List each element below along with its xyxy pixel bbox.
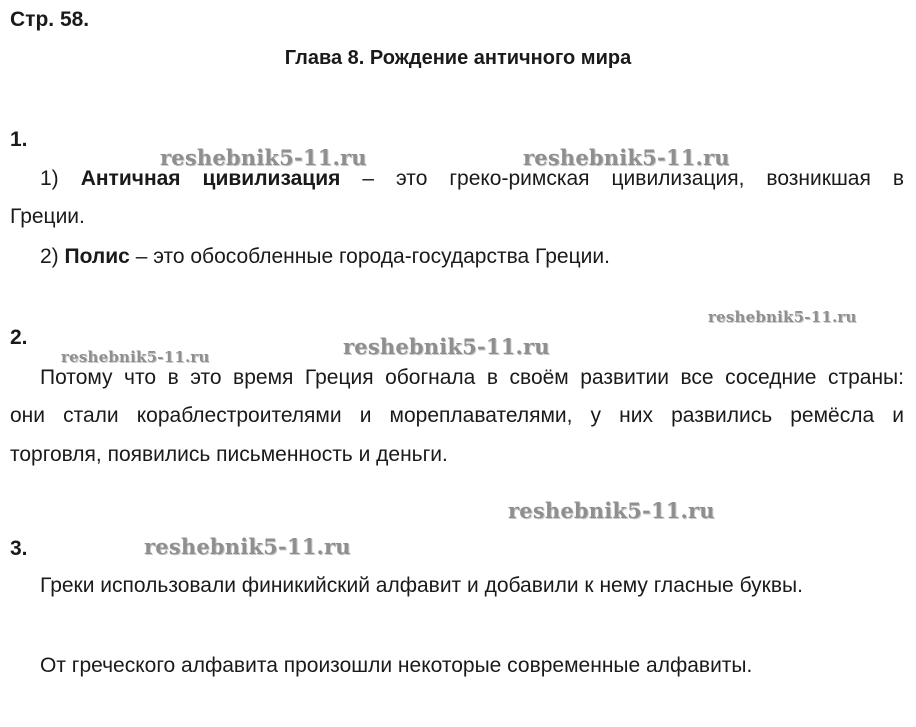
watermark: reshebnik5-11.ru	[523, 145, 730, 170]
q2-line2: они стали кораблестроителями и мореплавателями, у них развились ремёсла и	[10, 404, 904, 427]
q1-item2	[40, 238, 610, 276]
q1-item1-line1	[40, 160, 904, 198]
q1-item1-index: 1)	[40, 167, 59, 190]
question-number-2: 2.	[10, 326, 28, 349]
watermark: reshebnik5-11.ru	[343, 334, 550, 359]
question-number-1: 1.	[10, 128, 28, 151]
q2-line1: Потому что в это время Греция обогнала в своём развитии все соседние страны:	[40, 366, 904, 389]
page-number: Стр. 58.	[10, 8, 90, 31]
q2-line3: торговля, появились письменность и деньги.	[10, 443, 448, 466]
watermark: reshebnik5-11.ru	[61, 348, 210, 366]
q1-item1-term: Античная цивилизация	[80, 167, 341, 190]
q1-item2-term: Полис	[64, 245, 130, 268]
q1-item1-line2: Греции.	[10, 205, 85, 228]
watermark: reshebnik5-11.ru	[708, 308, 857, 326]
watermark: reshebnik5-11.ru	[508, 498, 715, 523]
q3-line1: Греки использовали финикийский алфавит и добавили к нему гласные буквы.	[40, 574, 803, 597]
q1-item1-definition: – это греко-римская цивилизация, возникшая в	[362, 167, 904, 190]
q3-line2: От греческого алфавита произошли некоторые современные алфавиты.	[40, 654, 753, 677]
watermark: reshebnik5-11.ru	[144, 534, 351, 559]
q1-item2-index: 2)	[40, 245, 59, 268]
question-number-3: 3.	[10, 537, 28, 560]
q1-item2-definition: – это обособленные города-государства Греции.	[135, 245, 610, 268]
chapter-title: Глава 8. Рождение античного мира	[284, 47, 632, 69]
watermark: reshebnik5-11.ru	[160, 145, 367, 170]
